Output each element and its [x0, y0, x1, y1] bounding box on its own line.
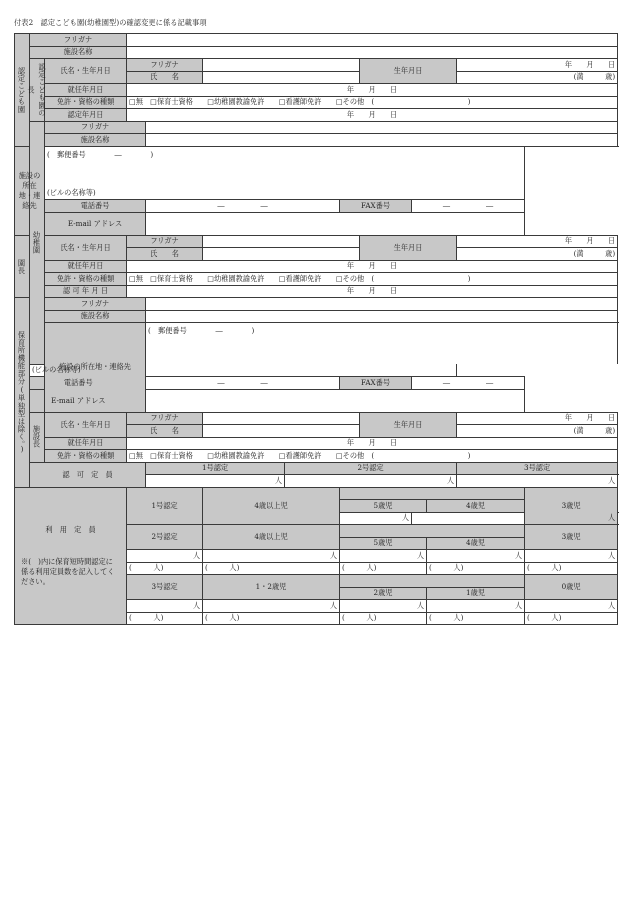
kg-head-name-label: 氏 名 — [127, 248, 203, 261]
use-cert1-age3-label: 3歳児 — [525, 487, 618, 525]
kg-email-label: E-mail アドレス — [45, 212, 146, 235]
kg-name-birth-label: 氏名・生年月日 — [45, 235, 127, 260]
kg-head-furigana-label: フリガナ — [127, 235, 203, 248]
use-cert3-total[interactable]: 人 — [127, 600, 203, 613]
head-furigana-label: フリガナ — [127, 59, 203, 72]
auth-cert1-label: 1号認定 — [146, 462, 285, 475]
furigana-label: フリガナ — [30, 34, 127, 47]
use-cert1-age4-label: 4歳児 — [427, 500, 525, 513]
use-cert3-age0-label: 0歳児 — [525, 575, 618, 600]
use-cert2-age4plus[interactable]: 人 — [203, 550, 340, 563]
use-cert2-total[interactable]: 人 — [127, 550, 203, 563]
nu-head-furigana-field[interactable] — [203, 412, 360, 425]
use-cert3-age12-label: 1・2歳児 — [203, 575, 340, 600]
kg-head-name-field[interactable] — [203, 248, 360, 261]
use-cert2-short-total[interactable]: ( 人) — [127, 562, 203, 575]
kodomoen-section-label: 認定こども園 — [15, 34, 30, 147]
kg-license-checkboxes[interactable]: □無 □保育士資格 □幼稚園教諭免許 □看護師免許 □その他 ( ) — [127, 273, 618, 286]
kg-appointment-date-field[interactable]: 年 月 日 — [127, 260, 618, 273]
use-cert3-short-age0[interactable]: ( 人) — [525, 612, 618, 625]
use-cert3-short-age12[interactable]: ( 人) — [203, 612, 340, 625]
facility-furigana-field[interactable] — [127, 34, 618, 47]
nu-fax-field[interactable]: ― ― — [412, 377, 525, 390]
head-name-field[interactable] — [203, 71, 360, 84]
use-cert2-label: 2号認定 — [127, 525, 203, 550]
nu-phone-field[interactable]: ― ― — [146, 377, 340, 390]
use-cert2-age3[interactable]: 人 — [525, 550, 618, 563]
facility-head-label: 施設長 — [30, 412, 45, 462]
nu-head-name-label: 氏 名 — [127, 425, 203, 438]
head-age-field[interactable]: (満 歳) — [457, 71, 618, 84]
use-cert2-age5-label: 5歳児 — [340, 537, 427, 550]
nu-head-age-field[interactable]: (満 歳) — [457, 425, 618, 438]
certification-date-field[interactable]: 年 月 日 — [127, 109, 618, 122]
use-cert3-label: 3号認定 — [127, 575, 203, 600]
usage-capacity-label-cell — [15, 487, 127, 625]
nu-furigana-field[interactable] — [146, 298, 618, 311]
kg-fax-field[interactable]: ― ― — [412, 200, 525, 213]
use-cert3-age1-label: 1歳児 — [427, 587, 525, 600]
nu-head-birth-date-field[interactable]: 年 月 日 — [457, 412, 618, 425]
kg-appointment-date-label: 就任年月日 — [45, 260, 127, 273]
use-cert2-age4plus-label: 4歳以上児 — [203, 525, 340, 550]
nu-license-checkboxes[interactable]: □無 □保育士資格 □幼稚園教諭免許 □看護師免許 □その他 ( ) — [127, 450, 618, 463]
kg-location-label: 施設の所在地・連絡先 — [15, 146, 45, 235]
nu-facility-name-label: 施設名称 — [45, 310, 146, 323]
use-cert2-age3-label: 3歳児 — [525, 525, 618, 550]
kg-building-field[interactable]: (ビルの名称等) — [45, 188, 525, 200]
use-cert2-header-spacer — [340, 525, 525, 538]
nu-location-label: 施設の所在地・連絡先 — [45, 323, 146, 413]
kg-facility-name-label: 施設名称 — [45, 134, 146, 147]
use-cert2-age4[interactable]: 人 — [427, 550, 525, 563]
kg-approval-date-label: 認 可 年 月 日 — [45, 285, 127, 298]
birth-date-label: 生年月日 — [360, 59, 457, 84]
usage-capacity-label: 利 用 定 員 — [45, 524, 96, 534]
kg-head-furigana-field[interactable] — [203, 235, 360, 248]
use-cert3-age2-label: 2歳児 — [340, 587, 427, 600]
auth-cert2-label: 2号認定 — [285, 462, 457, 475]
kg-phone-field[interactable]: ― ― — [146, 200, 340, 213]
nu-head-name-field[interactable] — [203, 425, 360, 438]
kg-email-field[interactable] — [146, 212, 525, 235]
auth-cert3-field[interactable]: 人 — [457, 475, 618, 488]
nu-head-furigana-label: フリガナ — [127, 412, 203, 425]
use-cert1-age4plus-label: 4歳以上児 — [203, 487, 340, 525]
use-cert2-short-age3[interactable]: ( 人) — [525, 562, 618, 575]
kg-license-type-label: 免許・資格の種類 — [45, 273, 127, 286]
use-cert1-label: 1号認定 — [127, 487, 203, 525]
use-cert3-header-spacer — [340, 575, 525, 588]
certification-date-label: 認定年月日 — [45, 109, 127, 122]
nu-furigana-label: フリガナ — [45, 298, 146, 311]
use-cert1-age5-label: 5歳児 — [340, 500, 427, 513]
nu-name-birth-label: 氏名・生年月日 — [45, 412, 127, 437]
authorized-capacity-label: 認 可 定 員 — [30, 462, 146, 487]
nu-appointment-date-field[interactable]: 年 月 日 — [127, 437, 618, 450]
use-cert1-total[interactable]: 人 — [340, 512, 412, 525]
nu-email-field[interactable] — [146, 389, 525, 412]
auth-cert2-field[interactable]: 人 — [285, 475, 457, 488]
kg-furigana-label: フリガナ — [45, 121, 146, 134]
name-birth-label: 氏名・生年月日 — [45, 59, 127, 84]
use-cert3-short-age1[interactable]: ( 人) — [427, 612, 525, 625]
use-cert3-age0[interactable]: 人 — [525, 600, 618, 613]
kindergarten-head-label: 園長 — [15, 235, 30, 298]
appointment-date-field[interactable]: 年 月 日 — [127, 84, 618, 97]
nu-birth-date-label: 生年月日 — [360, 412, 457, 437]
kg-phone-label: 電話番号 — [45, 200, 146, 213]
kg-furigana-field[interactable] — [146, 121, 618, 134]
kodomoen-head-label: 認定こども園の長 — [30, 59, 45, 122]
head-furigana-field[interactable] — [203, 59, 360, 72]
head-name-label: 氏 名 — [127, 71, 203, 84]
nu-facility-name-field[interactable] — [146, 310, 618, 323]
nu-postal-field[interactable]: ( 郵便番号 ― ) — [146, 323, 618, 365]
use-cert3-short-age2[interactable]: ( 人) — [340, 612, 427, 625]
kg-postal-field[interactable]: ( 郵便番号 ― ) — [45, 146, 525, 188]
use-cert2-age5[interactable]: 人 — [340, 550, 427, 563]
use-cert3-age12[interactable]: 人 — [203, 600, 340, 613]
record-form-table — [14, 33, 618, 625]
nu-appointment-date-label: 就任年月日 — [45, 437, 127, 450]
license-checkboxes[interactable]: □無 □保育士資格 □幼稚園教諭免許 □看護師免許 □その他 ( ) — [127, 96, 618, 109]
kg-approval-date-field[interactable]: 年 月 日 — [127, 285, 618, 298]
nu-email-label: E-mail アドレス — [30, 389, 127, 412]
use-cert2-short-age4[interactable]: ( 人) — [427, 562, 525, 575]
kindergarten-section-label: 幼稚園 — [30, 121, 45, 364]
kg-facility-name-field[interactable] — [146, 134, 618, 147]
nu-building-field[interactable]: (ビルの名称等) — [30, 364, 457, 377]
use-cert3-age1[interactable]: 人 — [427, 600, 525, 613]
nursery-section-label: 保育所機能部分(単独型は除く。) — [15, 298, 30, 488]
head-birth-date-field[interactable]: 年 月 日 — [457, 59, 618, 72]
use-cert2-short-age5[interactable]: ( 人) — [340, 562, 427, 575]
usage-capacity-note: ※( )内に保育短時間認定に係る利用定員数を記入してください。 — [21, 556, 115, 586]
use-cert1-header-spacer — [340, 487, 525, 500]
kg-birth-date-label: 生年月日 — [360, 235, 457, 260]
license-type-label: 免許・資格の種類 — [45, 96, 127, 109]
kg-fax-label: FAX番号 — [340, 200, 412, 213]
use-cert2-short-age4plus[interactable]: ( 人) — [203, 562, 340, 575]
auth-cert3-label: 3号認定 — [457, 462, 618, 475]
form-title: 付表2 認定こども園(幼稚園型)の確認変更に係る記載事項 — [14, 18, 207, 27]
facility-name-field[interactable] — [127, 46, 618, 59]
auth-cert1-field[interactable]: 人 — [146, 475, 285, 488]
appointment-date-label: 就任年月日 — [45, 84, 127, 97]
kg-head-birth-date-field[interactable]: 年 月 日 — [457, 235, 618, 248]
kg-head-age-field[interactable]: (満 歳) — [457, 248, 618, 261]
nu-fax-label: FAX番号 — [340, 377, 412, 390]
use-cert2-age4-label: 4歳児 — [427, 537, 525, 550]
use-cert3-age2[interactable]: 人 — [340, 600, 427, 613]
facility-name-label: 施設名称 — [30, 46, 127, 59]
nu-license-type-label: 免許・資格の種類 — [45, 450, 127, 463]
nu-phone-label: 電話番号 — [30, 377, 127, 390]
use-cert3-short-total[interactable]: ( 人) — [127, 612, 203, 625]
use-cert1-age4plus[interactable]: 人 — [412, 512, 618, 525]
